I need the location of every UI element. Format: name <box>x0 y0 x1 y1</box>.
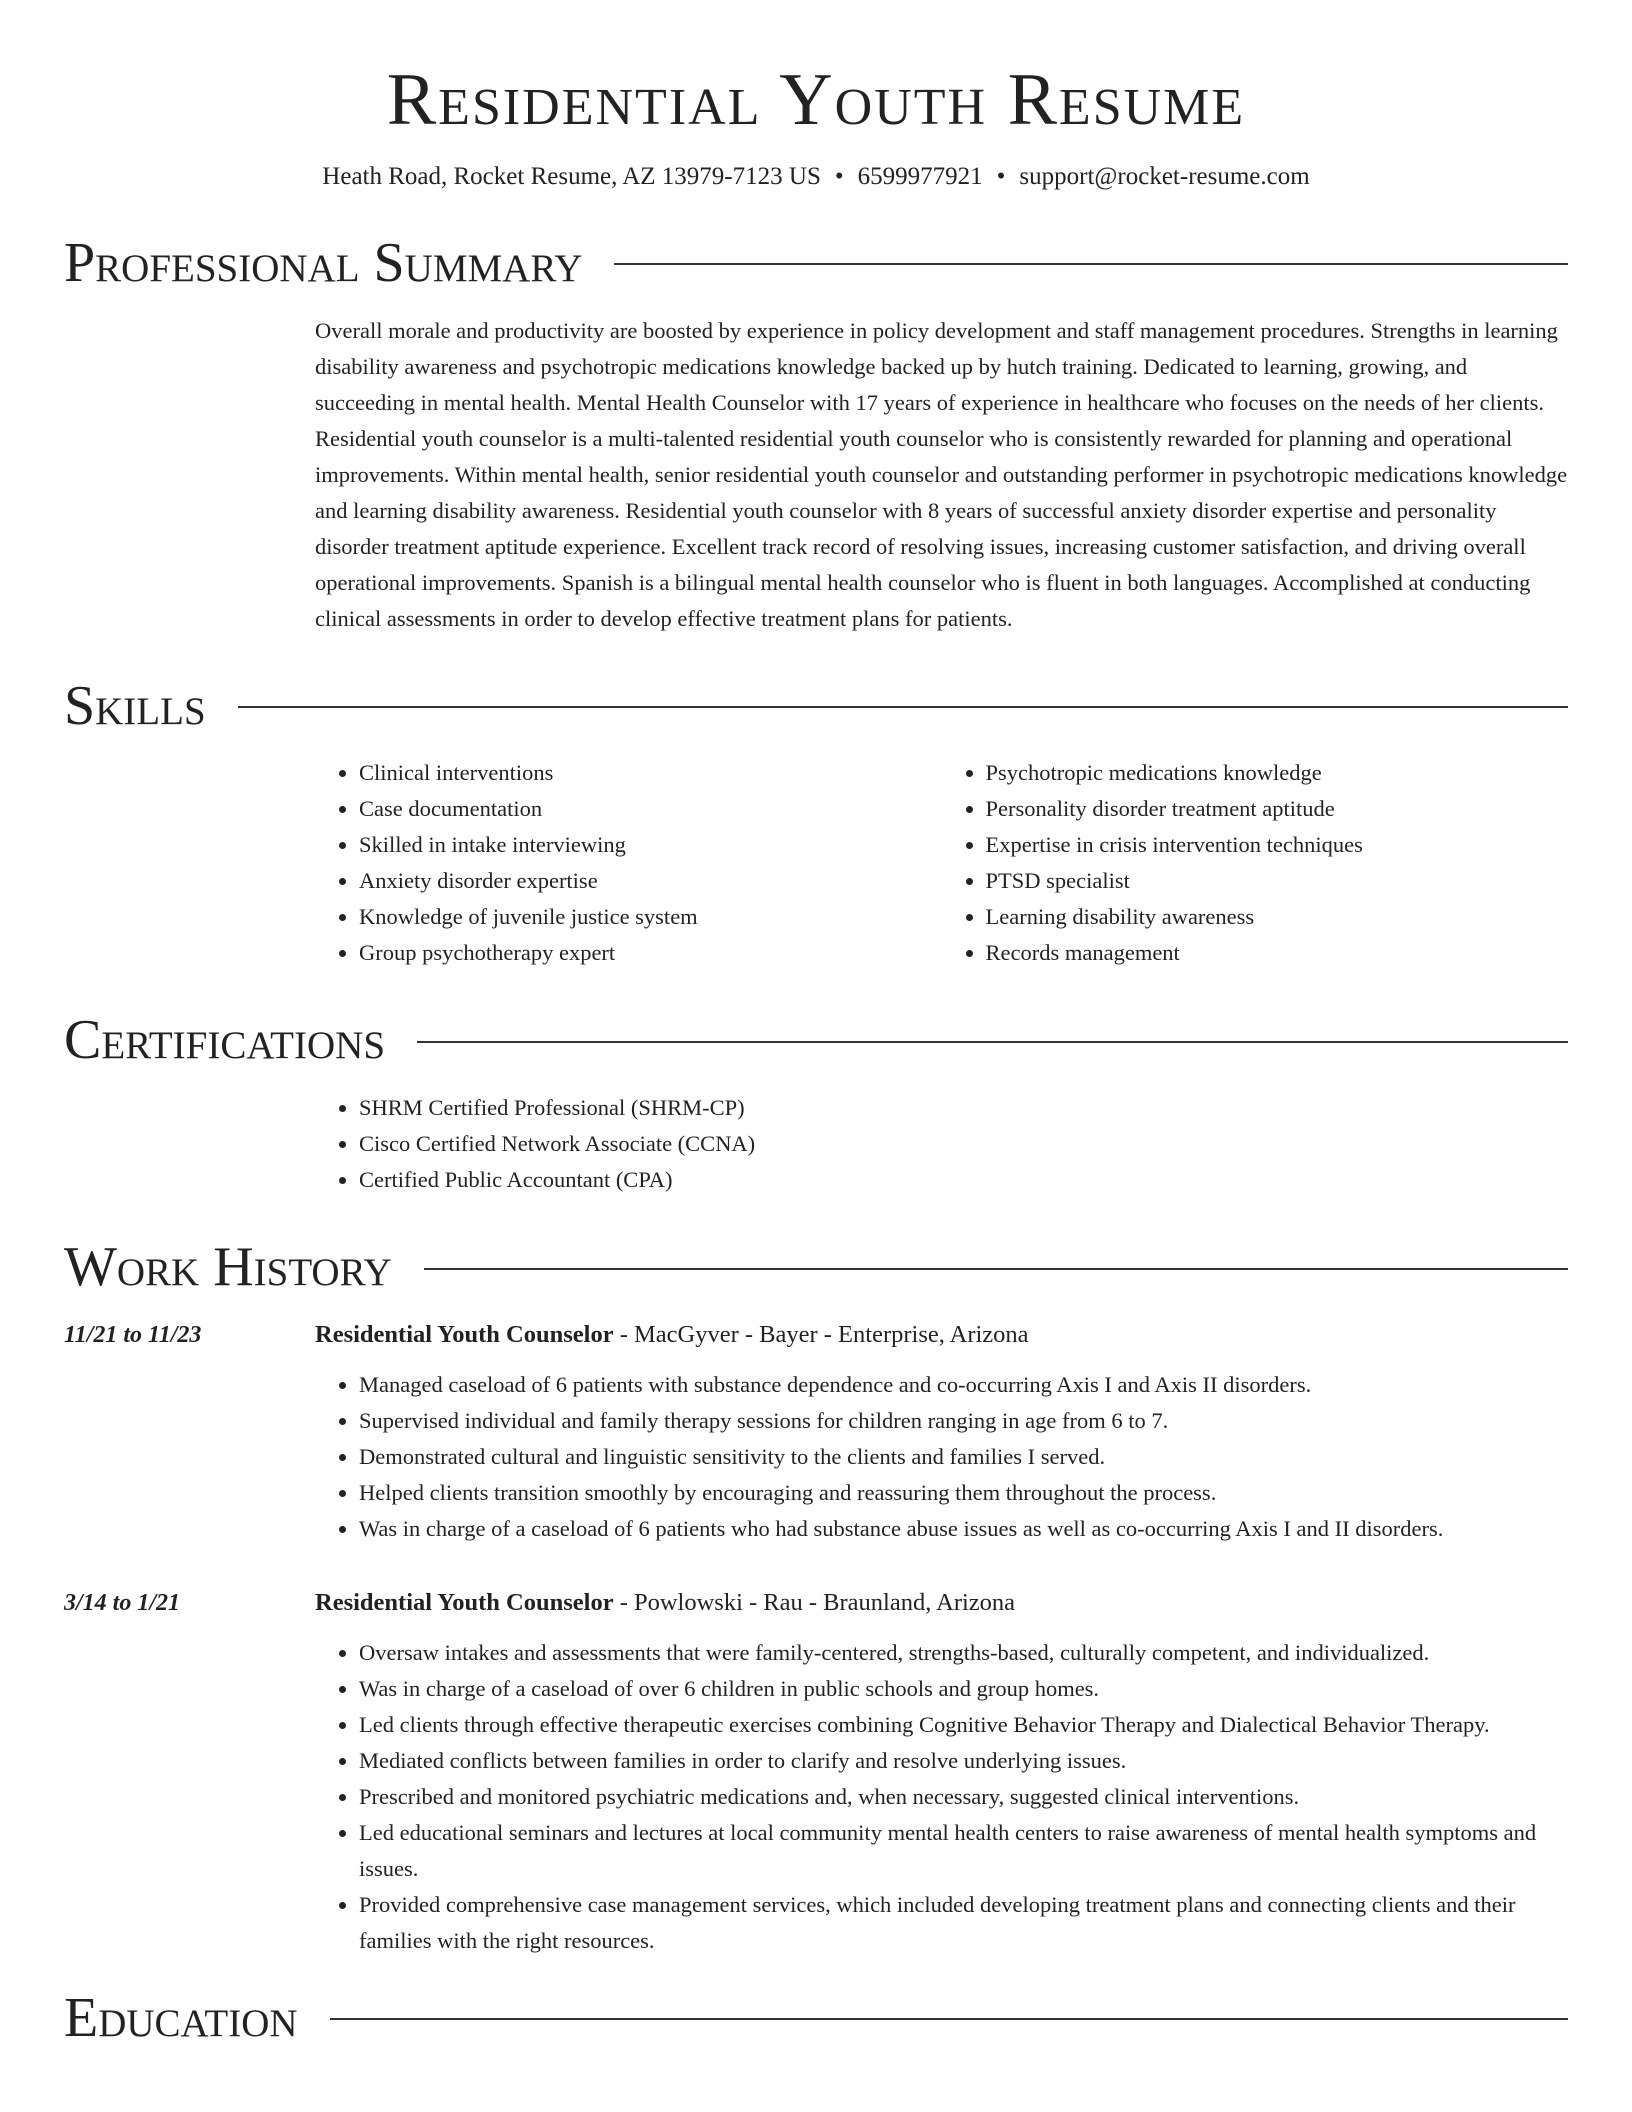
job-bullet: • Led educational seminars and lectures at local community mental health centers to raise awareness of mental health symptoms and issues. <box>359 1815 1568 1887</box>
section-divider <box>417 1041 1568 1043</box>
skill-item: • Records management <box>986 935 1569 971</box>
job-bullet: • Was in charge of a caseload of over 6 children in public schools and group homes. <box>359 1671 1568 1707</box>
resume-page <box>64 0 1568 2048</box>
section-header <box>64 1238 1568 1297</box>
skills-list-right <box>942 755 1569 971</box>
contact-separator: • <box>996 163 1006 191</box>
certification-item: • Certified Public Accountant (CPA) <box>359 1162 1568 1198</box>
skill-item: • Anxiety disorder expertise <box>359 863 942 899</box>
skills-section <box>64 674 1568 972</box>
job-bullet: • Led clients through effective therapeutic exercises combining Cognitive Behavior Therapy and Dialectical Behavior Therapy. <box>359 1707 1568 1743</box>
skill-item: • Skilled in intake interviewing <box>359 827 942 863</box>
section-divider <box>330 2018 1568 2020</box>
job-employer: - Powlowski - Rau - Braunland, Arizona <box>613 1589 1016 1617</box>
section-divider <box>614 263 1568 265</box>
certifications-list <box>315 1090 1568 1198</box>
job-bullet: • Oversaw intakes and assessments that were family-centered, strengths-based, culturally competent, and individualized. <box>359 1635 1568 1671</box>
summary-text: Overall morale and productivity are boosted by experience in policy development and staff management procedures. Strengths in learning disability awareness and psychotropic medications knowledge backed up by hutch training. Dedicated to learning, growing, and succeeding in mental health. Mental Health Counselor with 17 years of experience in healthcare who focuses on the needs of her clients. Residential youth counselor is a multi-talented residential youth counselor who is consistently rewarded for planning and operational improvements. Within mental health, senior residential youth counselor and outstanding performer in psychotropic medications knowledge and learning disability awareness. Residential youth counselor with 8 years of successful anxiety disorder expertise and personality disorder treatment aptitude experience. Excellent track record of resolving issues, increasing customer satisfaction, and driving overall operational improvements. Spanish is a bilingual mental health counselor who is fluent in both languages. Accomplished at conducting clinical assessments in order to develop effective treatment plans for patients. <box>315 317 1568 631</box>
job-entry <box>64 1585 1568 1959</box>
skill-item: • Clinical interventions <box>359 755 942 791</box>
skill-item: • Learning disability awareness <box>986 899 1569 935</box>
job-dates: 3/14 to 1/21 <box>64 1590 181 1617</box>
certifications-body <box>315 1090 1568 1198</box>
certification-item: • SHRM Certified Professional (SHRM-CP) <box>359 1090 1568 1126</box>
job-bullets <box>315 1367 1568 1547</box>
job-bullet: • Prescribed and monitored psychiatric medications and, when necessary, suggested clinical interventions. <box>359 1779 1568 1815</box>
certifications-heading: Certifications <box>64 1009 386 1072</box>
job-bullets <box>315 1635 1568 1959</box>
job-bullet: • Was in charge of a caseload of 6 patients who had substance abuse issues as well as co-occurring Axis I and II disorders. <box>359 1511 1568 1547</box>
certifications-section <box>64 1011 1568 1198</box>
contact-phone: 6599977921 <box>857 163 983 191</box>
job-bullet: • Provided comprehensive case management services, which included developing treatment plans and connecting clients and their families with the right resources. <box>359 1887 1568 1959</box>
job-body <box>315 1317 1568 1547</box>
skill-item: • Psychotropic medications knowledge <box>986 755 1569 791</box>
certification-item: • Cisco Certified Network Associate (CCNA) <box>359 1126 1568 1162</box>
skill-item: • Knowledge of juvenile justice system <box>359 899 942 935</box>
job-header <box>315 1317 1568 1353</box>
job-role: Residential Youth Counselor <box>315 1589 614 1617</box>
contact-address: Heath Road, Rocket Resume, AZ 13979-7123 US <box>322 163 821 191</box>
skill-item: • Personality disorder treatment aptitude <box>986 791 1569 827</box>
contact-separator: • <box>834 163 844 191</box>
section-divider <box>424 1268 1568 1270</box>
education-section <box>64 1989 1568 2048</box>
skill-item: • Case documentation <box>359 791 942 827</box>
section-divider <box>238 706 1568 708</box>
job-body <box>315 1585 1568 1959</box>
job-bullet: • Helped clients transition smoothly by encouraging and reassuring them throughout the process. <box>359 1475 1568 1511</box>
summary-section <box>64 231 1568 637</box>
skill-item: • Expertise in crisis intervention techniques <box>986 827 1569 863</box>
job-bullet: • Mediated conflicts between families in order to clarify and resolve underlying issues. <box>359 1743 1568 1779</box>
job-bullet: • Supervised individual and family therapy sessions for children ranging in age from 6 to 7. <box>359 1403 1568 1439</box>
section-header <box>64 1011 1568 1070</box>
skill-item: • PTSD specialist <box>986 863 1569 899</box>
job-dates: 11/21 to 11/23 <box>64 1322 202 1349</box>
resume-title: Residential Youth Resume <box>386 59 1246 141</box>
job-employer: - MacGyver - Bayer - Enterprise, Arizona <box>613 1321 1029 1349</box>
section-header <box>64 1989 1568 2048</box>
skills-columns <box>315 755 1568 971</box>
job-header <box>315 1585 1568 1621</box>
section-header <box>64 674 1568 737</box>
job-bullet: • Demonstrated cultural and linguistic sensitivity to the clients and families I served. <box>359 1439 1568 1475</box>
section-header <box>64 231 1568 294</box>
contact-line <box>64 161 1568 194</box>
skills-list-left <box>315 755 942 971</box>
summary-heading: Professional Summary <box>64 231 583 294</box>
job-bullet: • Managed caseload of 6 patients with substance dependence and co-occurring Axis I and Axis II disorders. <box>359 1367 1568 1403</box>
work-history-heading: Work History <box>64 1236 392 1299</box>
work-history-section <box>64 1238 1568 1959</box>
job-role: Residential Youth Counselor <box>315 1321 614 1349</box>
job-entry <box>64 1317 1568 1547</box>
education-heading: Education <box>64 1987 298 2050</box>
skills-heading: Skills <box>64 674 206 737</box>
skill-item: • Group psychotherapy expert <box>359 935 942 971</box>
contact-email[interactable]: support@rocket-resume.com <box>1019 163 1310 191</box>
